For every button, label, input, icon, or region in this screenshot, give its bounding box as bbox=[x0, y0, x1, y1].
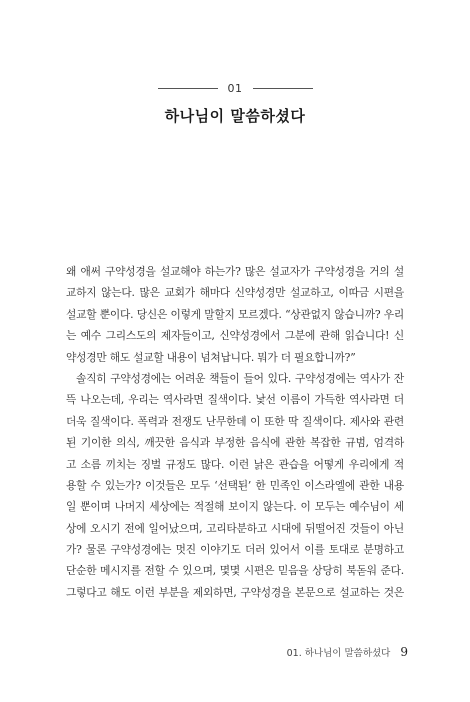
body-line: 된 기이한 의식, 깨끗한 음식과 부정한 음식에 관한 복잡한 규범, 엄격하 bbox=[66, 436, 404, 450]
left-rule bbox=[158, 88, 218, 89]
body-line: 일 뿐이며 나머지 세상에는 적절해 보이지 않는다. 이 모두는 예수님이 세 bbox=[66, 500, 404, 514]
body-line: 용할 수 있는가? 이것들은 모두 ‘선택된’ 한 민족인 이스라엘에 관한 내용 bbox=[66, 478, 404, 492]
body-line: 고 소름 끼치는 징벌 규정도 많다. 이런 낡은 관습을 어떻게 우리에게 적 bbox=[66, 457, 404, 471]
body-line: 상에 오시기 전에 일어났으며, 고리타분하고 시대에 뒤떨어진 것들이 아닌 bbox=[66, 521, 404, 535]
chapter-number-row bbox=[0, 82, 470, 95]
body-line: 그렇다고 해도 이런 부분을 제외하면, 구약성경을 본문으로 설교하는 것은 bbox=[66, 585, 404, 599]
chapter-heading bbox=[0, 82, 470, 126]
body-text bbox=[66, 261, 404, 603]
running-title: 01. 하나님이 말씀하셨다 bbox=[286, 648, 391, 659]
body-line: 단순한 메시지를 전할 수 있으며, 몇몇 시편은 믿음을 상당히 북돋워 준다. bbox=[66, 564, 404, 578]
body-line: 는 예수 그리스도의 제자들이고, 신약성경에서 그분에 관해 읽습니다! 신 bbox=[66, 329, 404, 343]
right-rule bbox=[253, 88, 313, 89]
body-line: 왜 애써 구약성경을 설교해야 하는가? 많은 설교자가 구약성경을 거의 설 bbox=[66, 265, 404, 278]
body-line: 가? 물론 구약성경에는 멋진 이야기도 더러 있어서 이를 토대로 분명하고 bbox=[66, 543, 404, 557]
page-number: 9 bbox=[400, 645, 408, 659]
body-line: 뜩 나오는데, 우리는 역사라면 질색이다. 낯선 이름이 가득한 역사라면 더 bbox=[66, 393, 404, 407]
chapter-title: 하나님이 말씀하셨다 bbox=[164, 107, 306, 125]
page-footer bbox=[287, 645, 408, 659]
body-line: 교하지 않는다. 많은 교회가 해마다 신약성경만 설교하고, 이따금 시편을 bbox=[66, 286, 404, 300]
chapter-number: 01 bbox=[227, 82, 243, 95]
body-line: 설교할 뿐이다. 당신은 이렇게 말할지 모르겠다. “상관없지 않습니까? 우리 bbox=[66, 307, 404, 321]
body-line: 더욱 질색이다. 폭력과 전쟁도 난무한데 이 또한 딱 질색이다. 제사와 관련 bbox=[66, 414, 404, 428]
body-line: 솔직히 구약성경에는 어려운 책들이 들어 있다. 구약성경에는 역사가 잔 bbox=[76, 371, 404, 385]
body-line: 약성경만 해도 설교할 내용이 넘쳐납니다. 뭐가 더 필요합니까?” bbox=[66, 350, 356, 364]
